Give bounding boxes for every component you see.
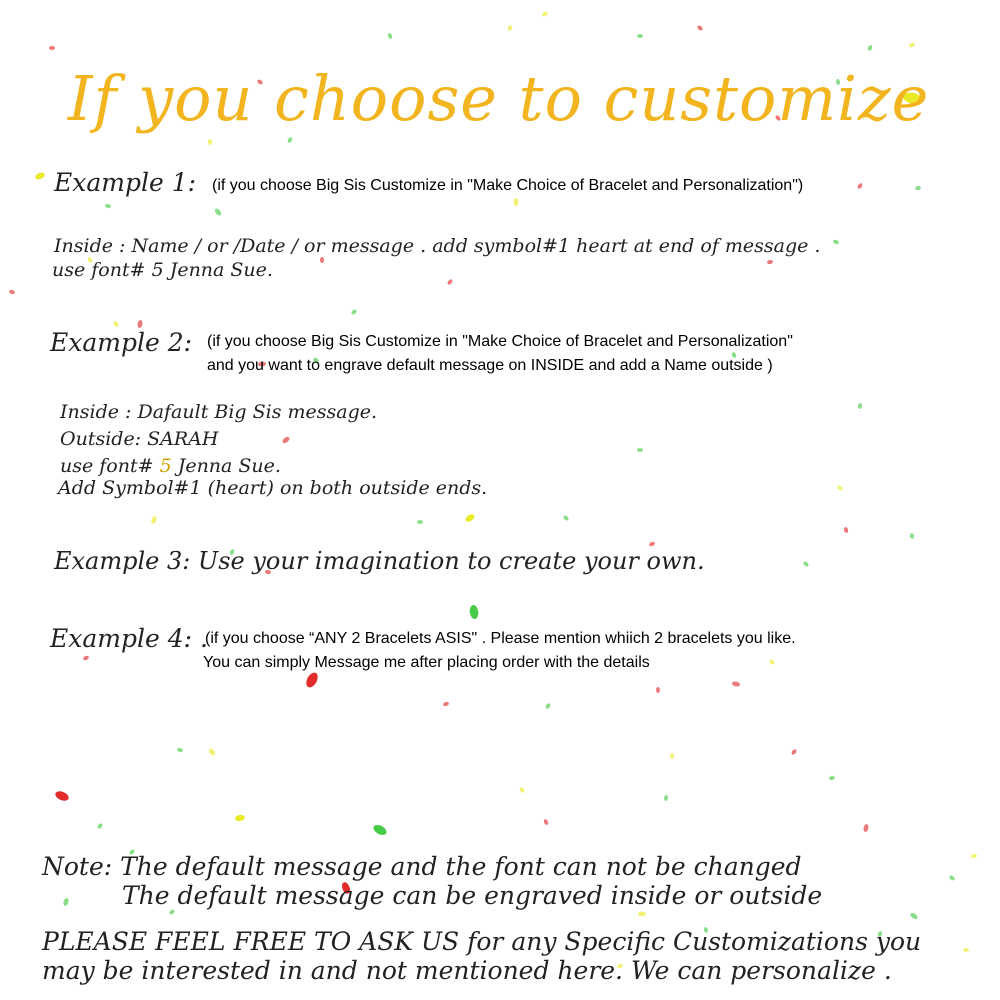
confetti-speck <box>832 239 839 245</box>
confetti-speck <box>637 34 643 39</box>
example-2-line-2: Outside: SARAH <box>60 428 219 450</box>
example-3-text: Example 3: Use your imagination to create your own. <box>54 547 705 575</box>
confetti-speck <box>857 403 862 410</box>
confetti-speck <box>208 139 213 145</box>
confetti-speck <box>802 560 809 567</box>
note-line-2: The default message can be engraved inside or outside <box>122 881 823 910</box>
confetti-speck <box>8 289 15 295</box>
confetti-speck <box>82 655 89 661</box>
example-4-label: Example 4: . <box>50 624 208 653</box>
confetti-speck <box>638 912 646 917</box>
page-title: If you choose to customize <box>68 62 930 135</box>
confetti-speck <box>909 533 914 540</box>
confetti-speck <box>208 747 217 756</box>
confetti-speck <box>915 185 922 191</box>
confetti-speck <box>350 308 357 315</box>
example-4-note-1: (if you choose “ANY 2 Bracelets ASIS" . Please mention whiich 2 bracelets you like. <box>205 630 796 647</box>
confetti-speck <box>372 823 388 837</box>
example-2-label: Example 2: <box>50 328 193 357</box>
confetti-speck <box>767 259 774 264</box>
confetti-speck <box>971 854 977 858</box>
note-line-1: Note: The default message and the font can not be changed <box>42 852 802 881</box>
confetti-speck <box>543 818 549 825</box>
confetti-speck <box>908 42 915 48</box>
confetti-speck <box>519 786 525 793</box>
example-1-line-1: Inside : Name / or /Date / or message . add symbol#1 heart at end of message . <box>54 235 821 257</box>
confetti-speck <box>150 515 157 524</box>
example-1-label: Example 1: <box>54 168 197 197</box>
confetti-speck <box>105 203 112 208</box>
confetti-speck <box>96 822 103 829</box>
confetti-speck <box>656 687 660 693</box>
confetti-speck <box>443 701 450 707</box>
example-2-note-2: and you want to engrave default message on INSIDE and add a Name outside ) <box>207 357 773 374</box>
example-1-note: (if you choose Big Sis Customize in "Make Choice of Bracelet and Personalization") <box>212 177 804 194</box>
confetti-speck <box>541 11 548 18</box>
confetti-speck <box>863 824 869 833</box>
confetti-speck <box>545 702 552 709</box>
confetti-speck <box>670 753 674 759</box>
example-4-note-2: You can simply Message me after placing order with the details <box>203 654 650 671</box>
footer-line-1: PLEASE FEEL FREE TO ASK US for any Specific Customizations you <box>42 927 922 956</box>
confetti-speck <box>769 658 776 665</box>
confetti-speck <box>447 278 454 285</box>
confetti-speck <box>387 33 392 40</box>
example-2-line-3: use font# 5 Jenna Sue. <box>60 455 281 477</box>
example-2-note-1: (if you choose Big Sis Customize in "Make Choice of Bracelet and Personalization" <box>207 333 793 350</box>
confetti-speck <box>287 136 294 143</box>
example-1-line-2: use font# 5 Jenna Sue. <box>52 259 273 281</box>
confetti-speck <box>963 948 969 953</box>
footer-line-2: may be interested in and not mentioned here. We can personalize . <box>42 956 892 985</box>
confetti-speck <box>214 207 223 216</box>
confetti-speck <box>507 24 513 31</box>
confetti-speck <box>514 198 519 206</box>
confetti-speck <box>464 513 476 524</box>
confetti-speck <box>49 46 55 50</box>
confetti-speck <box>909 912 918 921</box>
confetti-speck <box>857 182 864 189</box>
confetti-speck <box>843 527 849 534</box>
confetti-speck <box>113 320 119 327</box>
confetti-speck <box>637 448 643 452</box>
confetti-speck <box>562 515 569 522</box>
confetti-speck <box>177 747 184 753</box>
confetti-speck <box>791 748 798 755</box>
example-2-line-4: Add Symbol#1 (heart) on both outside ends. <box>58 477 488 499</box>
confetti-speck <box>696 25 703 32</box>
confetti-speck <box>829 775 836 780</box>
confetti-speck <box>54 789 70 802</box>
confetti-speck <box>281 436 290 445</box>
confetti-speck <box>836 485 843 492</box>
confetti-speck <box>664 795 669 801</box>
confetti-speck <box>948 875 955 882</box>
confetti-speck <box>235 814 246 821</box>
confetti-speck <box>732 681 741 687</box>
confetti-speck <box>34 171 46 180</box>
confetti-speck <box>867 44 873 51</box>
confetti-speck <box>63 897 70 906</box>
example-2-line-1: Inside : Dafault Big Sis message. <box>60 401 378 423</box>
confetti-speck <box>469 604 479 619</box>
confetti-speck <box>417 520 423 524</box>
